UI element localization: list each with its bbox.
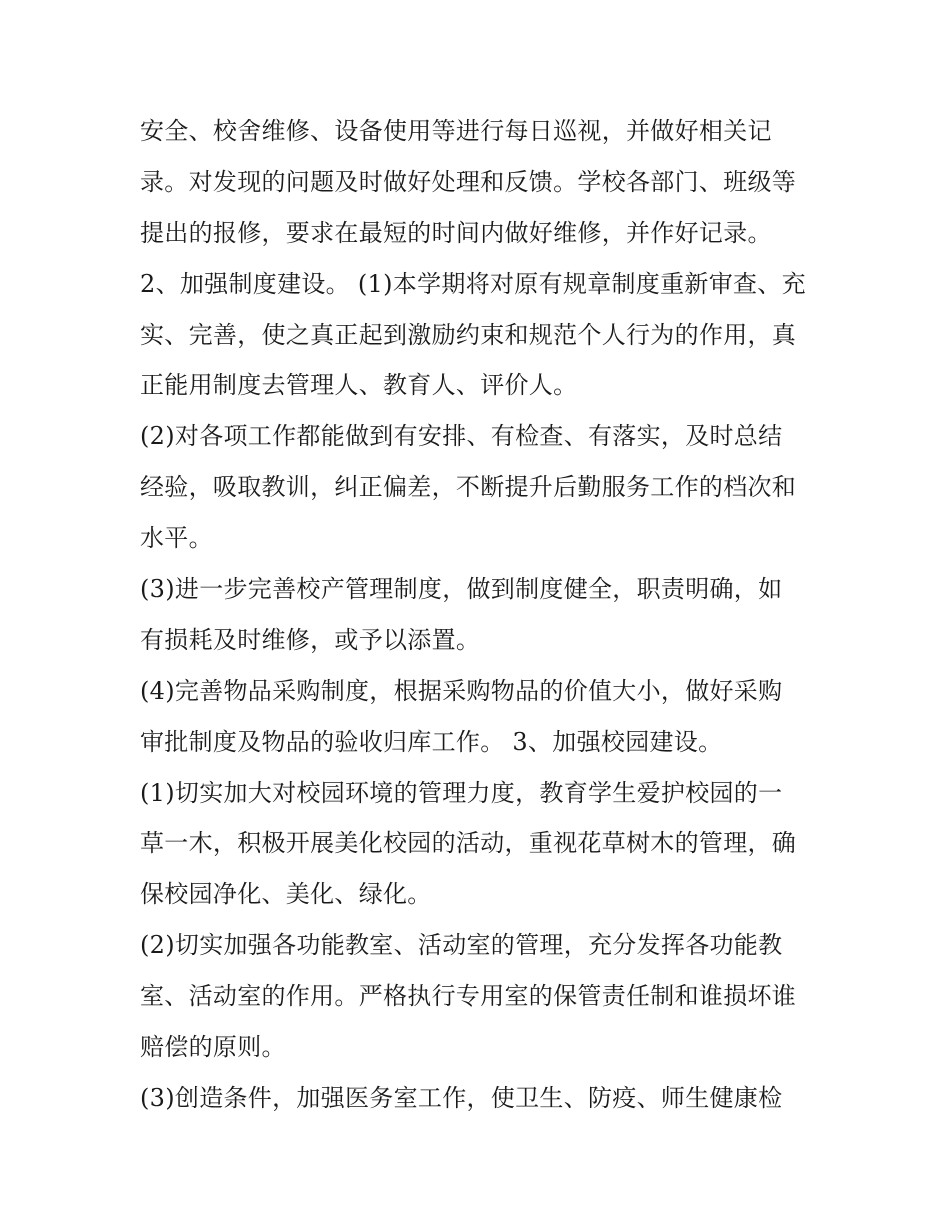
text-line: (2)对各项工作都能做到有安排、有检查、有落实，及时总结 xyxy=(140,422,783,451)
text-line: 保校园净化、美化、绿化。 xyxy=(140,880,432,909)
text-line: 2、加强制度建设。 (1)本学期将对原有规章制度重新审查、充 xyxy=(140,269,806,298)
text-line: 草一木，积极开展美化校园的活动，重视花草树木的管理，确 xyxy=(140,829,797,858)
document-page xyxy=(140,106,820,1124)
text-line: 经验，吸取教训，纠正偏差，不断提升后勤服务工作的档次和 xyxy=(140,473,797,502)
text-line: 室、活动室的作用。严格执行专用室的保管责任制和谁损坏谁 xyxy=(140,982,797,1011)
text-line: 提出的报修，要求在最短的时间内做好维修，并作好记录。 xyxy=(140,218,772,247)
text-line: 正能用制度去管理人、教育人、评价人。 xyxy=(140,371,578,400)
text-line: 水平。 xyxy=(140,524,213,553)
text-line: 有损耗及时维修，或予以添置。 xyxy=(140,625,481,654)
text-line: (3)创造条件，加强医务室工作，使卫生、防疫、师生健康检 xyxy=(140,1083,783,1112)
text-line: 录。对发现的问题及时做好处理和反馈。学校各部门、班级等 xyxy=(140,167,797,196)
text-line: 审批制度及物品的验收归库工作。 3、加强校园建设。 xyxy=(140,727,723,756)
text-line: 安全、校舍维修、设备使用等进行每日巡视，并做好相关记 xyxy=(140,117,772,145)
text-line: (4)完善物品采购制度，根据采购物品的价值大小，做好采购 xyxy=(140,676,783,705)
text-line: (2)切实加强各功能教室、活动室的管理，充分发挥各功能教 xyxy=(140,931,783,960)
text-line: 实、完善，使之真正起到激励约束和规范个人行为的作用，真 xyxy=(140,320,797,349)
text-line: (3)进一步完善校产管理制度，做到制度健全，职责明确，如 xyxy=(140,575,783,604)
text-line: (1)切实加大对校园环境的管理力度，教育学生爱护校园的一 xyxy=(140,778,783,807)
text-line: 赔偿的原则。 xyxy=(140,1033,286,1062)
